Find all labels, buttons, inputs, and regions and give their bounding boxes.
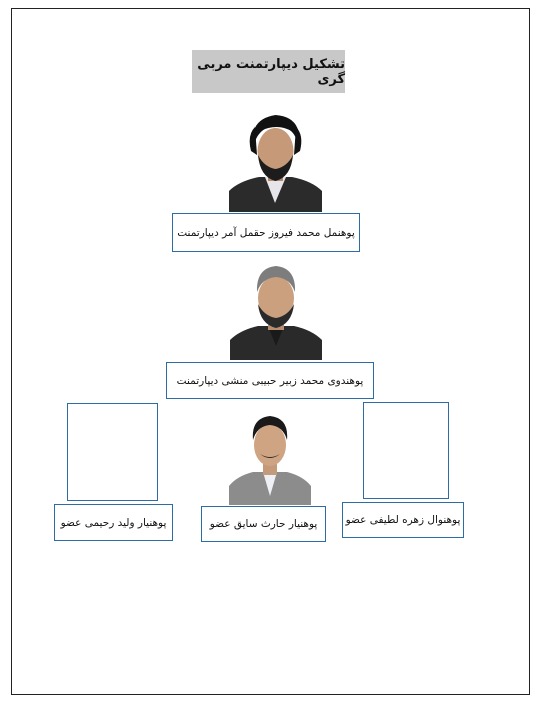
secretary-photo <box>230 262 322 360</box>
member-right-name-box: پوهنوال زهره لطیفی عضو <box>342 502 464 538</box>
secretary-name-box: پوهندوی محمد زبیر حبیبی منشی دیپارتمنت <box>166 362 374 399</box>
document-title: تشکیل دیپارتمنت مربی گری <box>192 50 345 93</box>
head-name-box: پوهنمل محمد فیروز حقمل آمر دیپارتمنت <box>172 213 360 252</box>
member-center-photo <box>229 410 311 505</box>
member-center-name-box: پوهنیار حارث سایق عضو <box>201 506 326 542</box>
member-left-name-box: پوهنیار ولید رحیمی عضو <box>54 504 173 541</box>
head-photo <box>229 111 322 212</box>
member-right-photo-frame <box>363 402 449 499</box>
member-left-photo-frame <box>67 403 158 501</box>
